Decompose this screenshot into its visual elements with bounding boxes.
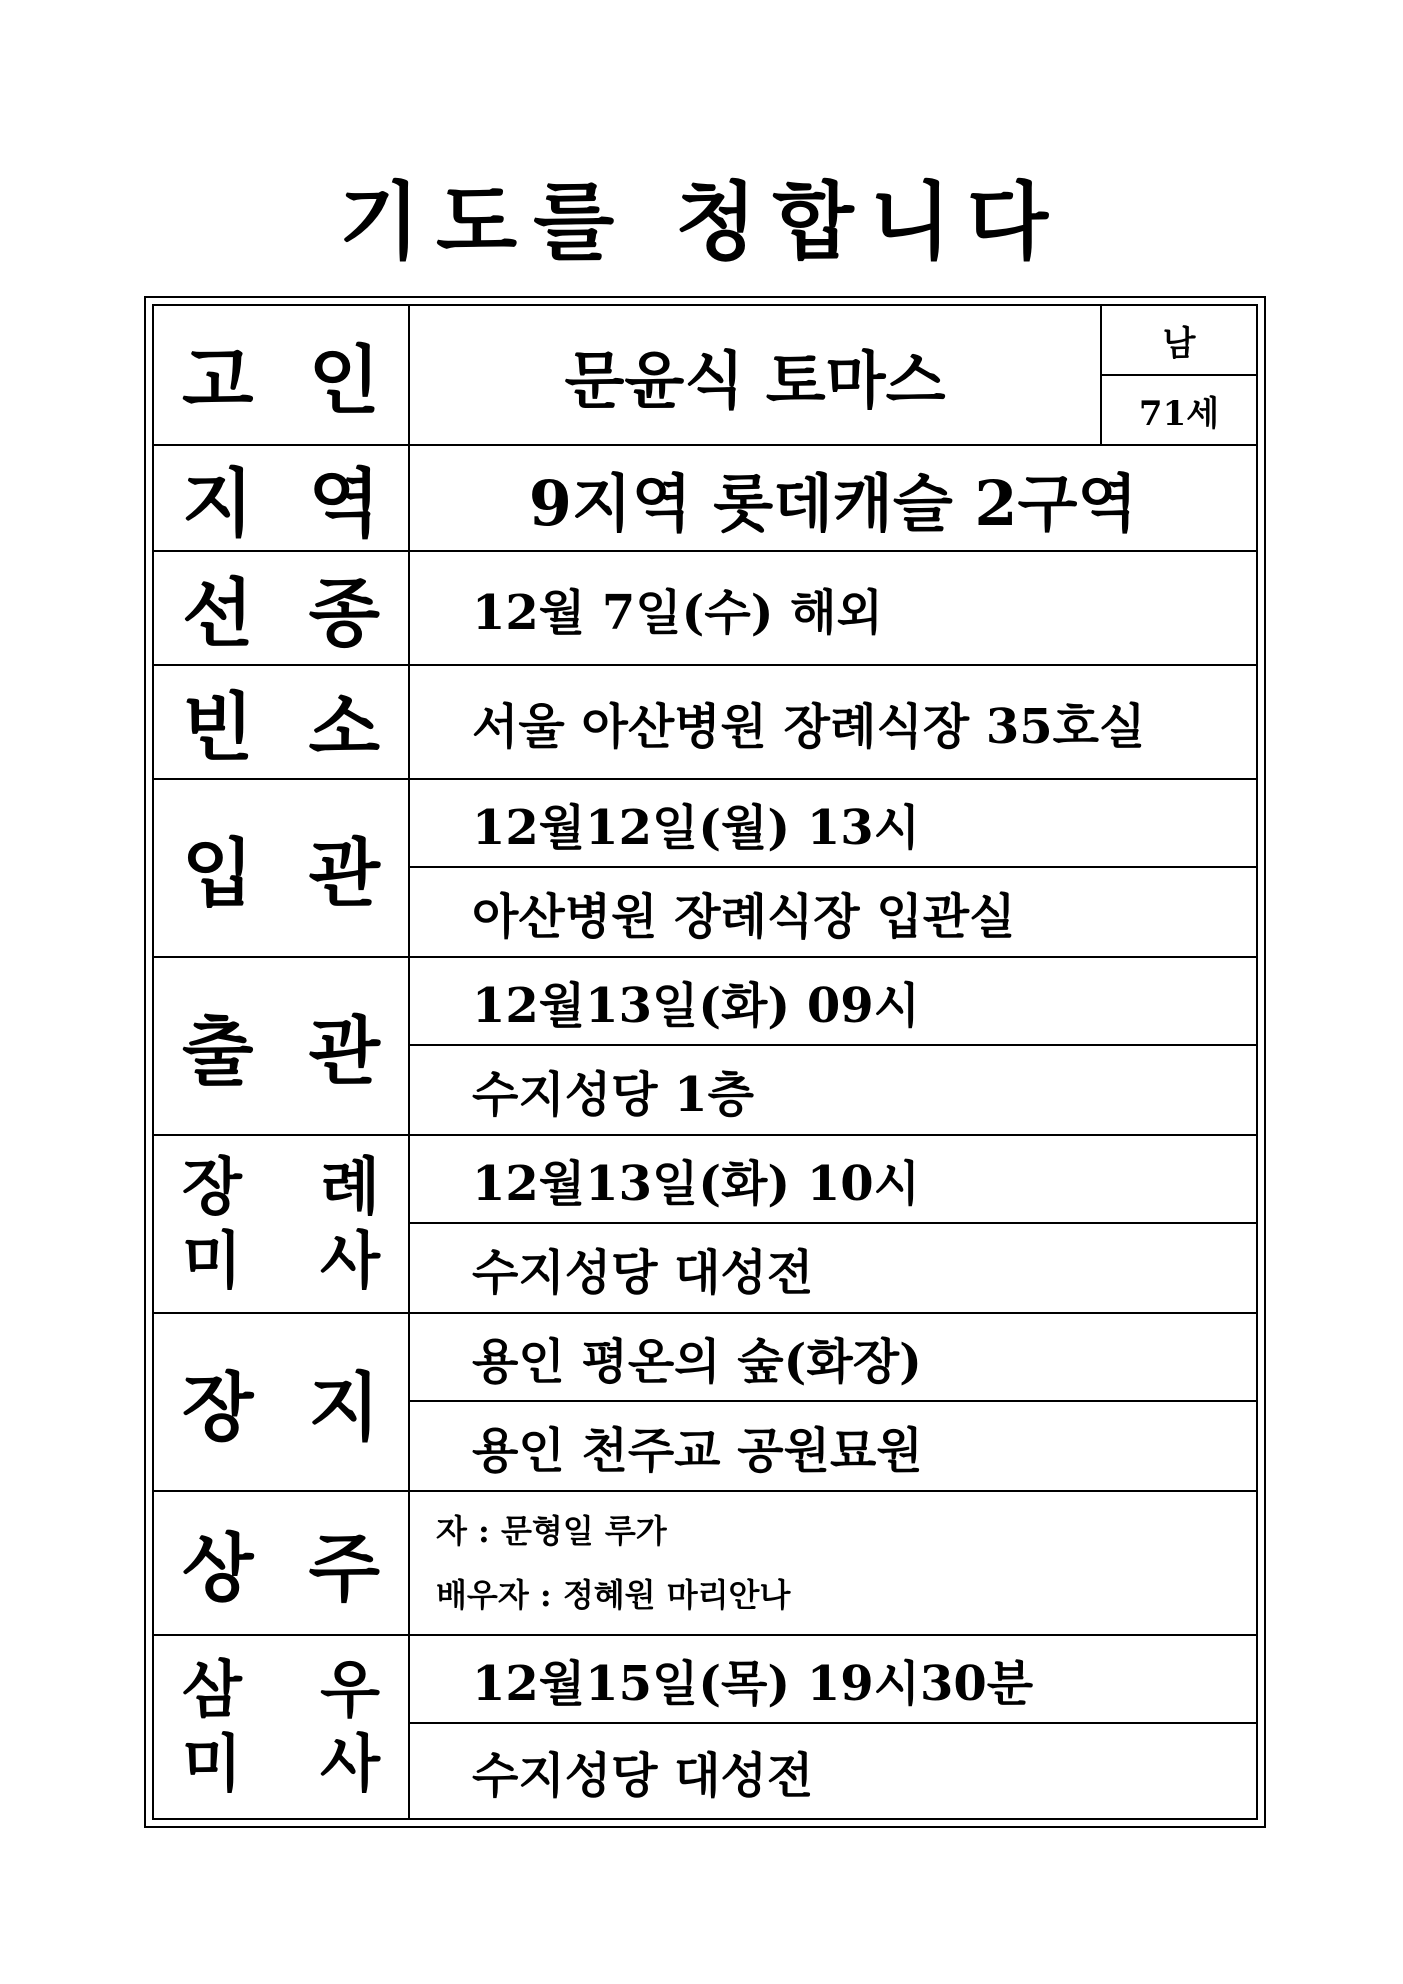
deceased-name: 문윤식 토마스 [408,304,1102,446]
chief-mourner-value [408,1490,1258,1636]
obituary-table [144,296,1266,1828]
label-chief-mourner: 상 주 [152,1490,410,1636]
label-burial: 장 지 [152,1312,410,1492]
death-value: 12월 7일(수) 해외 [408,550,1258,666]
departure-datetime: 12월13일(화) 09시 [408,956,1258,1046]
label-third-day-mass: 삼 우 미 사 [152,1634,410,1820]
label-region: 지 역 [152,444,410,552]
third-day-mass-datetime: 12월15일(목) 19시30분 [408,1634,1258,1724]
label-funeral-mass: 장 례 미 사 [152,1134,410,1314]
encoffining-place: 아산병원 장례식장 입관실 [408,866,1258,958]
label-encoffining: 입 관 [152,778,410,958]
deceased-gender: 남 [1100,304,1258,376]
funeral-hall-value: 서울 아산병원 장례식장 35호실 [408,664,1258,780]
deceased-age: 71세 [1100,374,1258,446]
chief-mourner-son: 자 : 문형일 루가 [436,1512,667,1550]
third-day-mass-place: 수지성당 대성전 [408,1722,1258,1820]
label-deceased: 고 인 [152,304,410,446]
chief-mourner-spouse: 배우자 : 정혜원 마리안나 [436,1576,791,1614]
label-funeral-hall: 빈 소 [152,664,410,780]
encoffining-datetime: 12월12일(월) 13시 [408,778,1258,868]
page-title: 기도를 청합니다 [338,172,1065,271]
burial-line2: 용인 천주교 공원묘원 [408,1400,1258,1492]
departure-place: 수지성당 1층 [408,1044,1258,1136]
label-departure: 출 관 [152,956,410,1136]
funeral-mass-datetime: 12월13일(화) 10시 [408,1134,1258,1224]
region-value: 9지역 롯데캐슬 2구역 [408,444,1258,552]
burial-line1: 용인 평온의 숲(화장) [408,1312,1258,1402]
label-death: 선 종 [152,550,410,666]
funeral-mass-place: 수지성당 대성전 [408,1222,1258,1314]
